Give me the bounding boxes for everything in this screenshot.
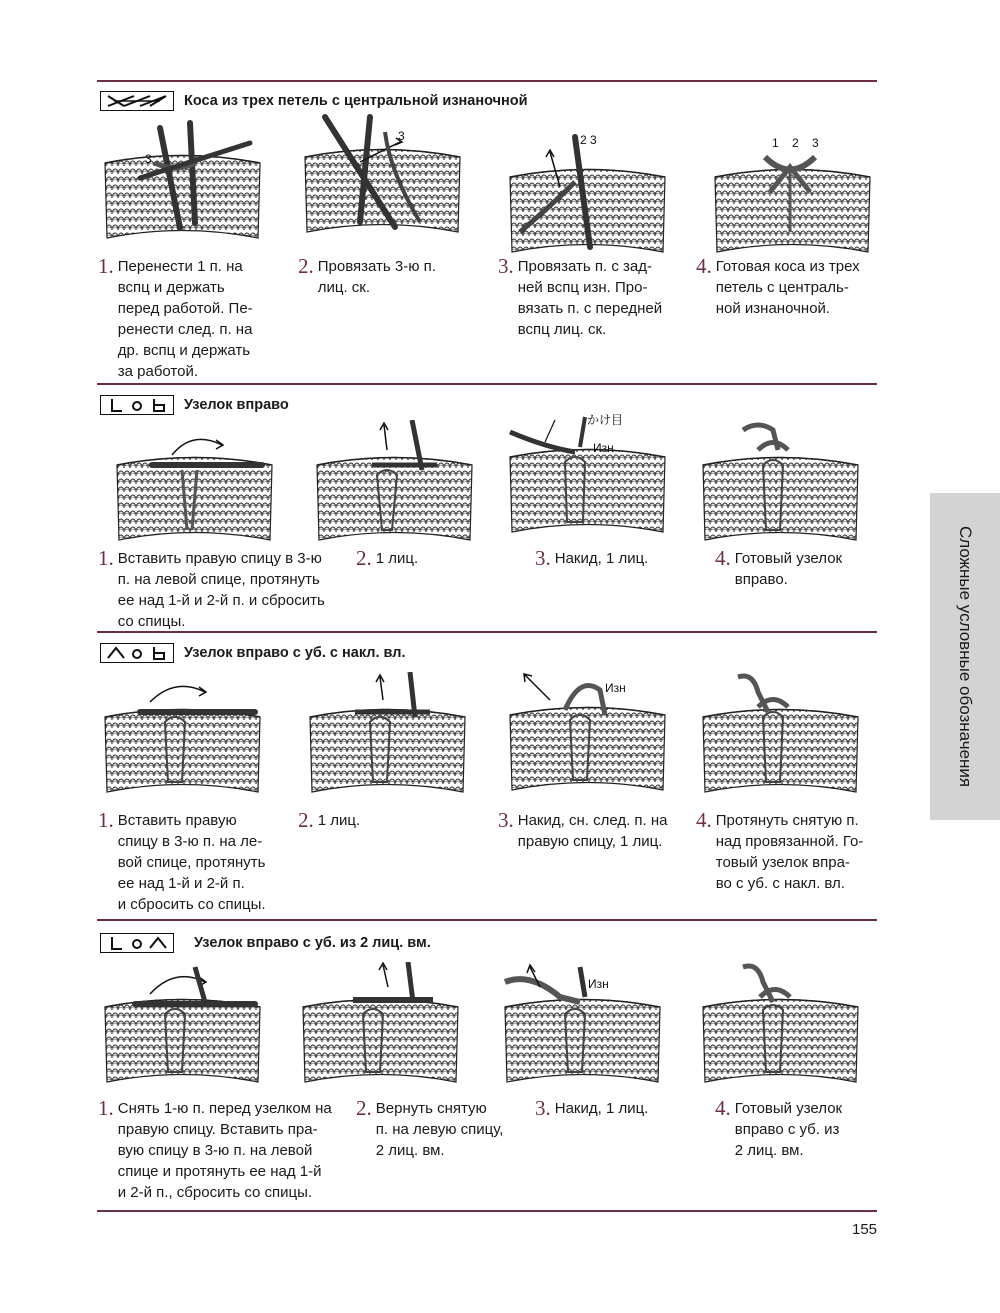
step-text: Вставить правую спицу в 3-ю п. на левой спице, протянуть ее над 1-й и 2-й п. и сбросить со спицы. — [117, 550, 325, 630]
step-item: 1. Вставить правую спицу в 3-ю п. на левой спице, протянуть ее над 1-й и 2-й п. и сбросить со спицы. — [98, 546, 325, 630]
step-text: Готовый узелок вправо. — [734, 550, 843, 588]
knitting-illustration-step-1 — [100, 672, 265, 797]
section-title: Узелок вправо с уб. из 2 лиц. вм. — [194, 935, 431, 951]
step-item: 3. Накид, 1 лиц. — [535, 546, 649, 570]
step-text: Вставить правую спицу в 3-ю п. на ле- вой спице, протянуть ее над 1-й и 2-й п. и сбросить со спицы. — [117, 812, 266, 913]
step-item: 1. Перенести 1 п. на вспц и держать перед работой. Пе- ренести след. п. на др. вспц и держать за работой. — [98, 254, 253, 380]
step-item: 4. Готовый узелок вправо. — [715, 546, 843, 588]
step-text: Провязать п. с зад- ней вспц изн. Про- вязать п. с передней вспц лиц. ск. — [517, 258, 663, 338]
knitting-illustration-step-3 — [500, 962, 665, 1087]
step-text: 1 лиц. — [375, 550, 419, 567]
step-text: 1 лиц. — [317, 812, 361, 829]
section-header-cable-3 — [100, 88, 528, 114]
section-title: Коса из трех петель с центральной изнаночной — [184, 93, 528, 109]
step-item: 3. Накид, сн. след. п. на правую спицу, 1 лиц. — [498, 808, 668, 850]
knitting-illustration-step-4 — [710, 132, 875, 257]
step-item: 2. Провязать 3-ю п. лиц. ск. — [298, 254, 436, 296]
knitting-illustration-step-3 — [505, 412, 670, 537]
knitting-illustration-step-3 — [505, 670, 670, 795]
svg-text:2: 2 — [792, 136, 799, 150]
step-text: Накид, 1 лиц. — [554, 1100, 649, 1117]
chapter-side-tab-label: Сложные условные обозначения — [956, 525, 975, 788]
step-item: 2. 1 лиц. — [356, 546, 419, 570]
knitting-illustration-step-1 — [100, 962, 265, 1087]
step-item: 3. Провязать п. с зад- ней вспц изн. Про- вязать п. с передней вспц лиц. ск. — [498, 254, 663, 338]
step-item: 2. 1 лиц. — [298, 808, 361, 832]
section-divider — [97, 383, 877, 385]
knot-symbol-icon — [100, 395, 174, 415]
section-header-knot-right-k2tog — [100, 930, 431, 956]
knitting-illustration-step-4 — [698, 962, 863, 1087]
step-text: Снять 1-ю п. перед узелком на правую спицу. Вставить пра- вую спицу в 3-ю п. на левой спице и протянуть ее над 1-й и 2-й п., сбросить со спицы. — [117, 1100, 332, 1201]
svg-text:3: 3 — [145, 152, 152, 166]
knitting-illustration-step-2 — [300, 112, 465, 237]
illustration-label: Изн — [605, 681, 626, 695]
knot-decrease-symbol-icon — [100, 643, 174, 663]
knitting-illustration-step-3 — [505, 132, 670, 257]
section-header-knot-right — [100, 392, 289, 418]
step-item: 2. Вернуть снятую п. на левую спицу, 2 лиц. вм. — [356, 1096, 504, 1159]
svg-text:3: 3 — [590, 133, 597, 147]
knitting-illustration-step-2 — [305, 672, 470, 797]
step-item: 3. Накид, 1 лиц. — [535, 1096, 649, 1120]
step-text: Вернуть снятую п. на левую спицу, 2 лиц. вм. — [375, 1100, 504, 1159]
step-text: Готовая коса из трех петель с централь- ной изнаночной. — [715, 258, 860, 317]
svg-text:2: 2 — [580, 133, 587, 147]
step-item: 1. Вставить правую спицу в 3-ю п. на ле- вой спице, протянуть ее над 1-й и 2-й п. и сбросить со спицы. — [98, 808, 266, 913]
section-title: Узелок вправо — [184, 397, 289, 413]
step-text: Протянуть снятую п. над провязанной. Го- товый узелок впра- во с уб. с накл. вл. — [715, 812, 864, 892]
knitting-illustration-step-2 — [298, 962, 463, 1087]
knitting-illustration-step-1 — [112, 420, 277, 545]
knitting-illustration-step-4 — [698, 672, 863, 797]
illustration-label: Изн — [593, 441, 614, 455]
section-divider — [97, 919, 877, 921]
section-divider — [97, 80, 877, 82]
illustration-label: かけ目 — [587, 413, 624, 427]
step-item: 4. Готовый узелок вправо с уб. из 2 лиц. вм. — [715, 1096, 843, 1159]
page-bottom-rule — [97, 1210, 877, 1212]
step-text: Накид, сн. след. п. на правую спицу, 1 лиц. — [517, 812, 668, 850]
svg-text:1: 1 — [772, 136, 779, 150]
knitting-illustration-step-2 — [312, 420, 477, 545]
section-title: Узелок вправо с уб. с накл. вл. — [184, 645, 406, 661]
step-item: 4. Протянуть снятую п. над провязанной. Го- товый узелок впра- во с уб. с накл. вл. — [696, 808, 864, 892]
step-text: Накид, 1 лиц. — [554, 550, 649, 567]
knot-k2tog-symbol-icon — [100, 933, 174, 953]
knitting-illustration-step-1 — [100, 118, 265, 243]
step-text: Перенести 1 п. на вспц и держать перед работой. Пе- ренести след. п. на др. вспц и держать за работой. — [117, 258, 253, 380]
page-number: 155 — [852, 1221, 878, 1238]
svg-text:3: 3 — [812, 136, 819, 150]
step-item: 4. Готовая коса из трех петель с централь- ной изнаночной. — [696, 254, 860, 317]
section-header-knot-right-ssk — [100, 640, 406, 666]
chapter-side-tab — [930, 493, 1000, 820]
step-text: Готовый узелок вправо с уб. из 2 лиц. вм. — [734, 1100, 843, 1159]
illustration-label: Изн — [588, 977, 609, 991]
step-item: 1. Снять 1-ю п. перед узелком на правую спицу. Вставить пра- вую спицу в 3-ю п. на левой спице и протянуть ее над 1-й и 2-й п., сбросить со спицы. — [98, 1096, 332, 1201]
svg-text:3: 3 — [398, 129, 405, 143]
step-text: Провязать 3-ю п. лиц. ск. — [317, 258, 436, 296]
cable-symbol-icon — [100, 91, 174, 111]
knitting-illustration-step-4 — [698, 420, 863, 545]
